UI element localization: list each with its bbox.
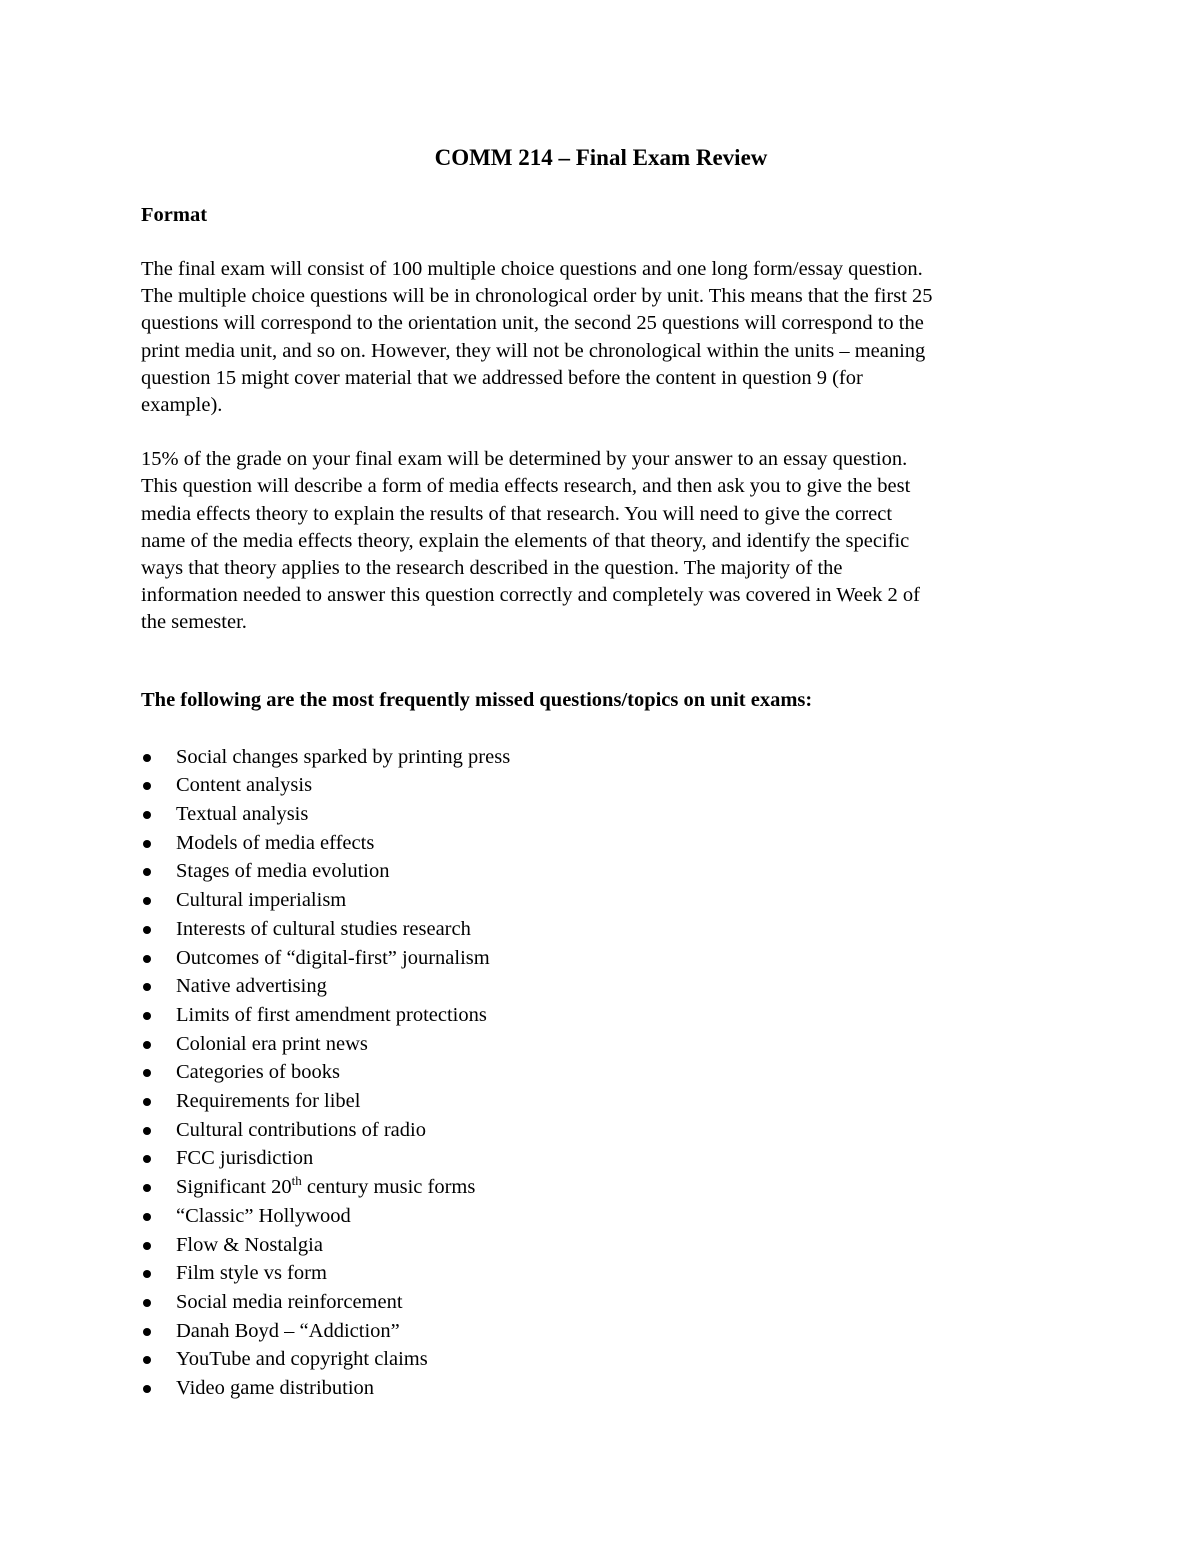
paragraph-line: the semester. xyxy=(141,611,247,634)
list-item xyxy=(141,1231,1061,1260)
format-paragraph xyxy=(141,256,1061,419)
bullet-icon xyxy=(143,897,151,905)
list-item-text: Models of media effects xyxy=(176,831,375,854)
bullet-icon xyxy=(143,1098,151,1106)
list-item-text: Cultural imperialism xyxy=(176,889,347,912)
list-item xyxy=(141,972,1061,1001)
list-item xyxy=(141,771,1061,800)
list-item-text: Social changes sparked by printing press xyxy=(176,745,511,768)
superscript: th xyxy=(291,1173,302,1189)
list-item-text: “Classic” Hollywood xyxy=(176,1204,351,1227)
list-item-text: Categories of books xyxy=(176,1061,340,1084)
list-item-text-part: century music forms xyxy=(301,1176,476,1199)
document-page xyxy=(141,143,1061,1403)
list-item xyxy=(141,1374,1061,1403)
list-item-text: Social media reinforcement xyxy=(176,1291,403,1313)
list-item xyxy=(141,1202,1061,1231)
list-item-text: Interests of cultural studies research xyxy=(176,917,471,940)
list-item-text: Native advertising xyxy=(176,975,327,998)
list-item xyxy=(141,1345,1061,1374)
blank-line xyxy=(141,664,1061,687)
bullet-icon xyxy=(143,811,151,819)
bullet-icon xyxy=(143,1299,151,1307)
bullet-icon xyxy=(143,754,151,762)
list-item xyxy=(141,1259,1061,1288)
bullet-icon xyxy=(143,1385,151,1393)
paragraph-line: This question will describe a form of media effects research, and then ask you to give the best xyxy=(141,475,911,498)
list-item xyxy=(141,1116,1061,1145)
paragraph-line: questions will correspond to the orientation unit, the second 25 questions will correspond to the xyxy=(141,312,924,335)
list-item-text: Colonial era print news xyxy=(176,1032,368,1055)
bullet-icon xyxy=(143,868,151,876)
list-item xyxy=(141,1087,1061,1116)
bullet-icon xyxy=(143,1356,151,1364)
list-item-text: Requirements for libel xyxy=(176,1090,361,1113)
list-item xyxy=(141,857,1061,886)
list-item-text: Content analysis xyxy=(176,774,313,797)
list-item xyxy=(141,829,1061,858)
paragraph-line: ways that theory applies to the research described in the question. The majority of the xyxy=(141,557,843,580)
bullet-icon xyxy=(143,1242,151,1250)
list-item-text: Video game distribution xyxy=(176,1377,375,1400)
list-item xyxy=(141,1317,1061,1346)
bullet-icon xyxy=(143,1012,151,1020)
list-item xyxy=(141,1058,1061,1087)
bullet-icon xyxy=(143,1184,151,1192)
format-heading: Format xyxy=(141,204,208,226)
bullet-icon xyxy=(143,1069,151,1077)
paragraph-line: The multiple choice questions will be in chronological order by unit. This means that the first 25 xyxy=(141,285,933,308)
topics-heading: The following are the most frequently missed questions/topics on unit exams: xyxy=(141,688,813,711)
list-item-text xyxy=(176,1173,476,1199)
bullet-icon xyxy=(143,983,151,991)
paragraph-line: name of the media effects theory, explain the elements of that theory, and identify the specific xyxy=(141,529,910,552)
list-item xyxy=(141,1001,1061,1030)
bullet-icon xyxy=(143,1270,151,1278)
list-item-text: Textual analysis xyxy=(176,803,309,826)
list-item xyxy=(141,743,1061,772)
bullet-icon xyxy=(143,926,151,934)
list-item-text: Flow & Nostalgia xyxy=(176,1233,323,1256)
paragraph-line: print media unit, and so on. However, they will not be chronological within the units – meaning xyxy=(141,339,926,362)
list-item-text: Stages of media evolution xyxy=(176,860,390,883)
paragraph-line: media effects theory to explain the results of that research. You will need to give the correct xyxy=(141,502,893,525)
list-item-text: YouTube and copyright claims xyxy=(176,1348,428,1371)
bullet-icon xyxy=(143,1041,151,1049)
bullet-icon xyxy=(143,840,151,848)
list-item-text: Cultural contributions of radio xyxy=(176,1118,426,1141)
paragraph-line: question 15 might cover material that we addressed before the content in question 9 (for xyxy=(141,366,863,389)
list-item-text: Danah Boyd – “Addiction” xyxy=(176,1319,400,1342)
list-item xyxy=(141,800,1061,829)
list-item-text: Limits of first amendment protections xyxy=(176,1003,487,1026)
paragraph-line: The final exam will consist of 100 multiple choice questions and one long form/essay question. xyxy=(141,258,923,280)
bullet-icon xyxy=(143,955,151,963)
list-item-text: Film style vs form xyxy=(176,1262,327,1285)
list-item-text: Outcomes of “digital-first” journalism xyxy=(176,946,490,969)
list-item xyxy=(141,1030,1061,1059)
paragraph-line: 15% of the grade on your final exam will be determined by your answer to an essay question. xyxy=(141,448,908,471)
list-item xyxy=(141,1173,1061,1202)
document-title: COMM 214 – Final Exam Review xyxy=(434,145,768,170)
topics-list xyxy=(141,743,1061,1403)
paragraph-line: example). xyxy=(141,394,223,417)
bullet-icon xyxy=(143,782,151,790)
bullet-icon xyxy=(143,1328,151,1336)
list-item xyxy=(141,915,1061,944)
list-item xyxy=(141,1144,1061,1173)
bullet-icon xyxy=(143,1127,151,1135)
essay-paragraph xyxy=(141,446,1061,636)
bullet-icon xyxy=(143,1155,151,1163)
list-item-text-part: Significant 20 xyxy=(176,1176,292,1199)
list-item xyxy=(141,1288,1061,1317)
paragraph-line: information needed to answer this question correctly and completely was covered in Week 2 of xyxy=(141,584,920,607)
bullet-icon xyxy=(143,1213,151,1221)
list-item xyxy=(141,944,1061,973)
list-item-text: FCC jurisdiction xyxy=(176,1147,314,1170)
list-item xyxy=(141,886,1061,915)
